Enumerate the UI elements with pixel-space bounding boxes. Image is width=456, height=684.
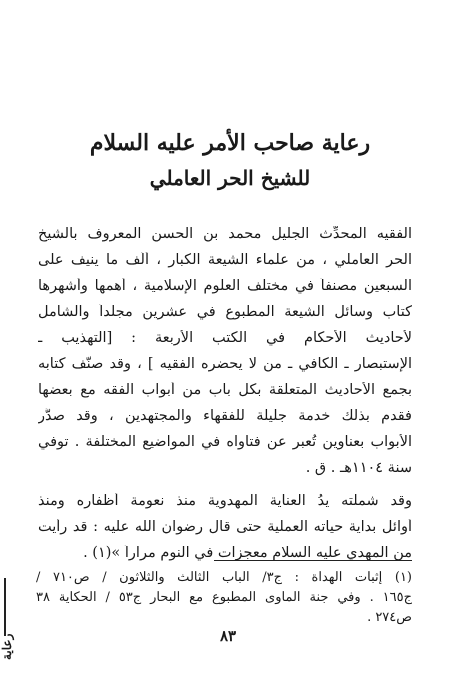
chapter-title: رعاية صاحب الأمر عليه السلام [89,130,371,156]
edge-label: رعاية [0,633,14,660]
body-line: سنة ١١٠٤هـ . ق . [305,460,412,476]
body-line: لأحاديث الأحكام في الكتب الأربعة : [التهذيب ـ [38,330,412,346]
body-line: الحر العاملي ، من علماء الشيعة الكبار ، ألَّف ما ينيف على [38,252,412,268]
footnote-divider [214,560,412,561]
body-line: أوائل بداية حياته العملية حتى قال رضوان الله عليه : قد رأيت [38,519,412,535]
footnote-line: (١) إثبات الهداة : ج٣/ الباب الثالث والثلاثون / ص٧١٠ / [36,570,412,585]
body-line: فقدم بذلك خدمة جليلة للفقهاء والمجتهدين ، وقد صدَّر [38,408,412,424]
body-line: كتاب وسائل الشيعة المطبوع في عشرين مجلداً والشامل [38,304,412,320]
margin-bar [4,578,6,636]
body-line: الإستبصار ـ الكافي ـ من لا يحضره الفقيه ] ، وقد صنَّف كتابه [38,356,412,372]
body-line: السبعين مصنفاً في مختلف العلوم الإسلامية ، أهمها وأشهرها [38,278,412,294]
footnote-line: ج١٦٥ . وفي جنة المأوى المطبوع مع البحار ج٥٣ / الحكاية ٣٨ [36,590,412,605]
chapter-subtitle: للشيخ الحر العاملي [149,166,311,190]
body-line: الأبواب بعناوين تُعبر عن فتاواه في المواضيع المختلفة . توفي [38,434,412,450]
body-line: الفقيه المحدِّث الجليل محمد بن الحسن المعروف بالشيخ [38,226,412,242]
body-line: وقد شملته يدُ العناية المهدوية منذ نعومة أظفاره ومنذ [38,493,412,509]
page-number: ٨٣ [219,627,237,645]
body-line: من المهدي عليه السلام معجزات في النوم مراراً »(١) . [83,545,412,561]
body-line: بجمع الأحاديث المتعلقة بكل باب من أبواب الفقه مع بعضها [38,382,412,398]
footnote-line: ص٢٧٤ . [367,610,412,625]
